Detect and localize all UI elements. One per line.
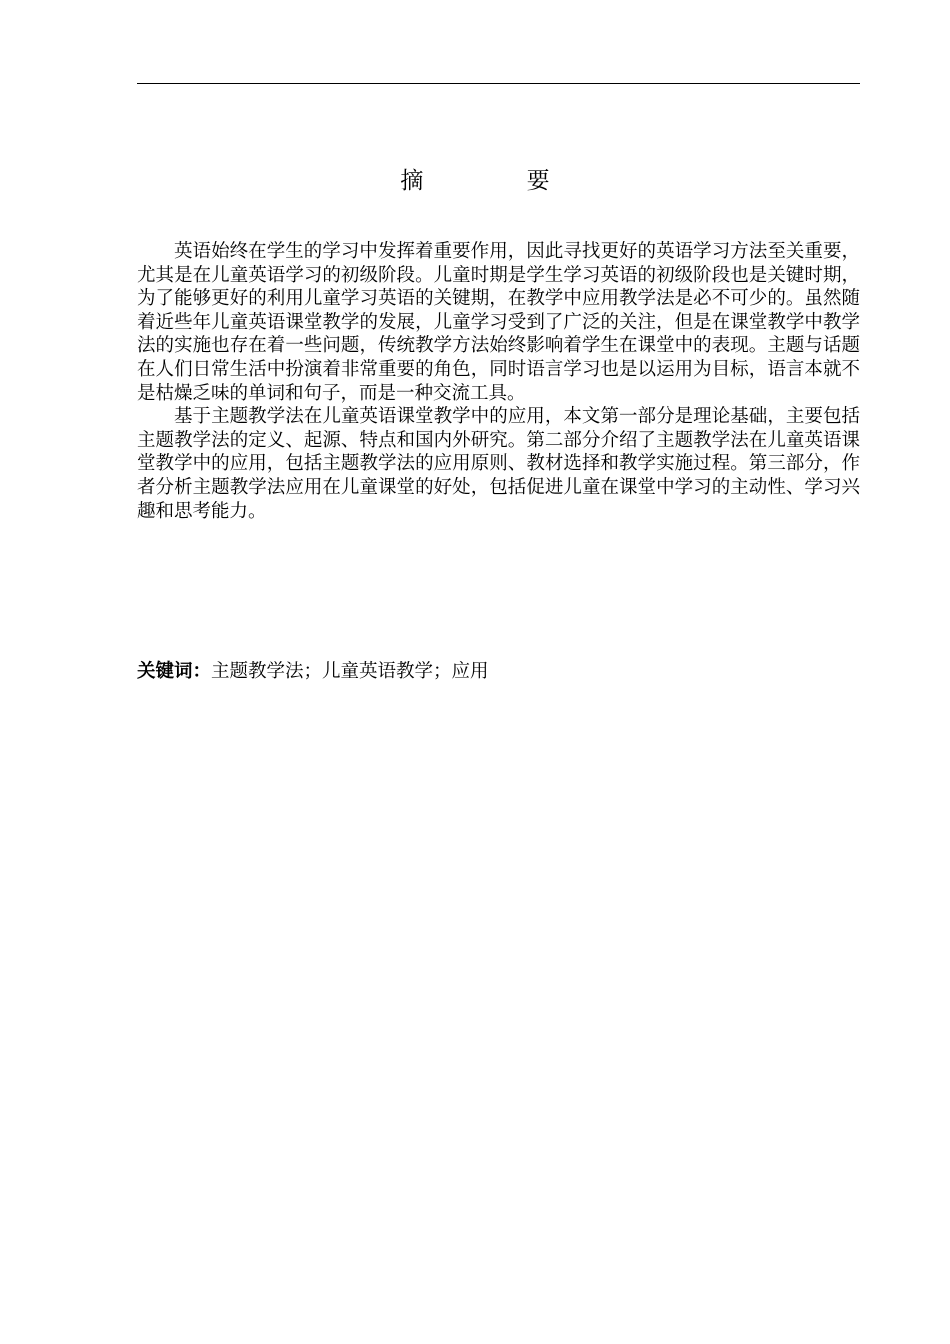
page-title: 摘 要: [400, 168, 598, 194]
keywords-line: [137, 660, 860, 684]
abstract-paragraph-1: 英语始终在学生的学习中发挥着重要作用，因此寻找更好的英语学习方法至关重要，尤其是在儿童英语学习的初级阶段。儿童时期是学生学习英语的初级阶段也是关键时期，为了能够更好的利用儿童学习英语的关键期，在教学中应用教学法是必不可少的。虽然随着近些年儿童英语课堂教学的发展，儿童学习受到了广泛的关注，但是在课堂教学中教学法的实施也存在着一些问题，传统教学方法始终影响着学生在课堂中的表现。主题与话题在人们日常生活中扮演着非常重要的角色，同时语言学习也是以运用为目标，语言本就不是枯燥乏味的单词和句子，而是一种交流工具。: [137, 241, 860, 404]
abstract-body: [137, 240, 860, 523]
keywords-label: 关键词：: [137, 661, 212, 682]
header-rule: [137, 83, 860, 84]
abstract-paragraph-2: 基于主题教学法在儿童英语课堂教学中的应用，本文第一部分是理论基础，主要包括主题教学法的定义、起源、特点和国内外研究。第二部分介绍了主题教学法在儿童英语课堂教学中的应用，包括主题教学法的应用原则、教材选择和教学实施过程。第三部分，作者分析主题教学法应用在儿童课堂的好处，包括促进儿童在课堂中学习的主动性、学习兴趣和思考能力。: [137, 406, 860, 522]
keywords-value: 主题教学法；儿童英语教学；应用: [211, 661, 489, 682]
